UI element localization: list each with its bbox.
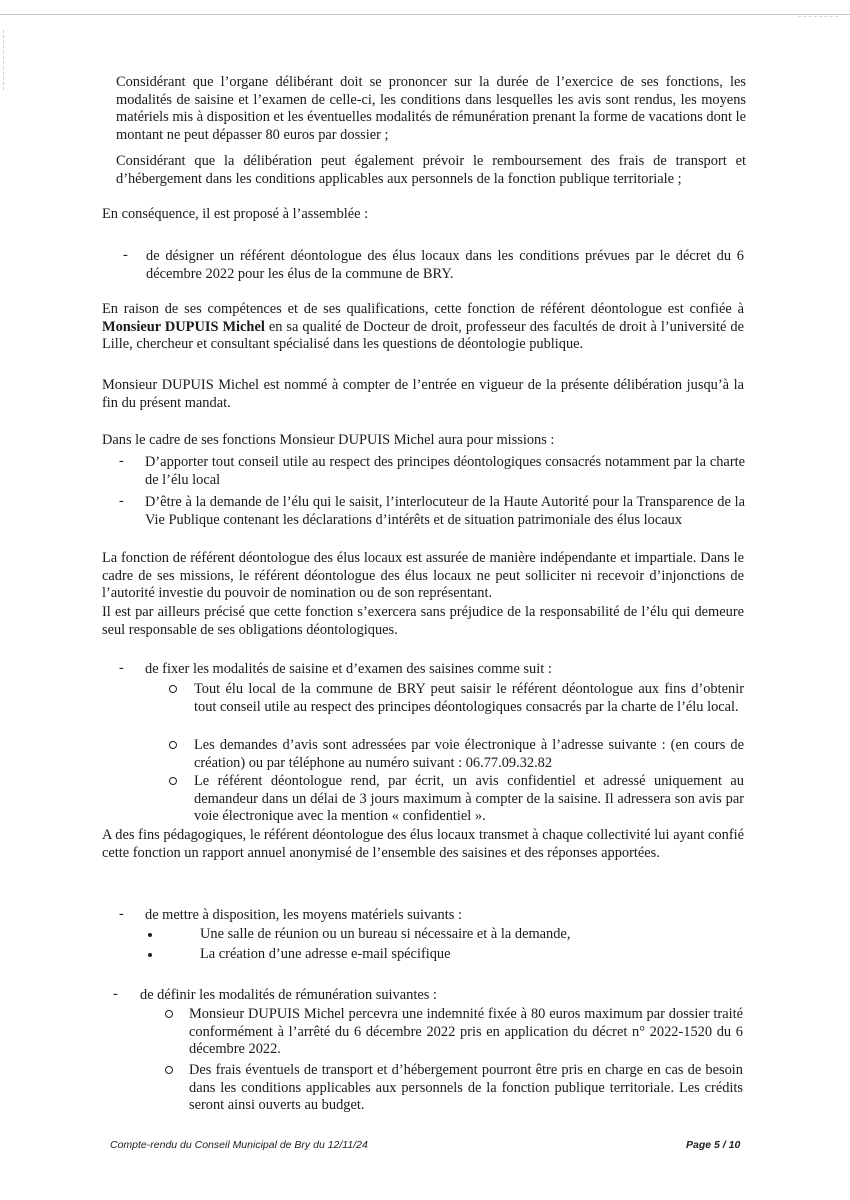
remuneration-item-2: Des frais éventuels de transport et d’hébergement pourront être pris en charge en cas de besoin dans les conditions applicables aux personnels de la fonction publique territoriale. Les crédits seront ainsi ouverts au budget. xyxy=(189,1062,743,1113)
moyens-dash: - xyxy=(119,906,124,922)
moyens-item-1: Une salle de réunion ou un bureau si nécessaire et à la demande, xyxy=(200,926,571,942)
moyens-intro: de mettre à disposition, les moyens matériels suivants : xyxy=(145,907,462,923)
footer-document-title: Compte-rendu du Conseil Municipal de Bry du 12/11/24 xyxy=(110,1139,368,1151)
remuneration-ring-bullet-2 xyxy=(165,1066,173,1074)
considerant-paragraph-1: Considérant que l’organe délibérant doit se prononcer sur la durée de l’exercice de ses fonctions, les modalités de saisine et l’examen de celle-ci, les conditions dans lesquelles les avis sont rendus, les moyens matériels mis à disposition et les éventuelles modalités de rémunération prenant la forme de vacations dont le montant ne peut dépasser 80 euros par dossier ; xyxy=(116,74,746,143)
moyens-item-2: La création d’une adresse e-mail spécifique xyxy=(200,946,451,962)
saisine-item-1: Tout élu local de la commune de BRY peut saisir le référent déontologue aux fins d’obtenir tout conseil utile au respect des principes déontologiques consacrés par la charte de l’élu local. xyxy=(194,681,744,715)
saisine-dash: - xyxy=(119,660,124,676)
remuneration-ring-bullet-1 xyxy=(165,1010,173,1018)
rapport-paragraph: A des fins pédagogiques, le référent déontologue des élus locaux transmet à chaque collectivité lui ayant confié cette fonction un rapport annuel anonymisé de l’ensemble des saisines et des réponses apportées. xyxy=(102,827,744,861)
competences-text-after: en sa qualité de Docteur de droit, professeur des facultés de droit à l’université de Lille, chercheur et consultant spécialisé dans les questions de déontologie publique. xyxy=(102,318,744,352)
saisine-item-3: Le référent déontologue rend, par écrit, un avis confidentiel et adressé uniquement au demandeur dans un délai de 3 jours maximum à compter de la saisine. Il adressera son avis par voie électronique avec la mention « confidentiel ». xyxy=(194,773,744,824)
saisine-ring-bullet-2 xyxy=(169,741,177,749)
mission-item-1: D’apporter tout conseil utile au respect des principes déontologiques consacrés notamment par la charte de l’élu local xyxy=(145,454,745,488)
referent-name: Monsieur DUPUIS Michel xyxy=(102,318,265,335)
saisine-item-2: Les demandes d’avis sont adressées par voie électronique à l’adresse suivante : (en cours de création) ou par téléphone au numéro suivant : 06.77.09.32.82 xyxy=(194,737,744,771)
scan-edge-line xyxy=(0,14,850,15)
designer-item: de désigner un référent déontologue des élus locaux dans les conditions prévues par le décret du 6 décembre 2022 pour les élus de la commune de BRY. xyxy=(146,248,744,282)
remuneration-dash: - xyxy=(113,986,118,1002)
mission-dash-1: - xyxy=(119,453,124,469)
independance-paragraph: La fonction de référent déontologue des élus locaux est assurée de manière indépendante et impartiale. Dans le cadre de ses missions, le référent déontologue des élus locaux ne peut solliciter ni recevoir d’injonctions de l’autorité investie du pouvoir de nomination ou de son représentant. xyxy=(102,550,744,601)
consequence-line: En conséquence, il est proposé à l’assemblée : xyxy=(102,206,369,222)
competences-text-before: En raison de ses compétences et de ses qualifications, cette fonction de référent déontologue est confiée à xyxy=(102,301,744,317)
moyens-bullet-1 xyxy=(148,933,152,937)
footer-page-number: Page 5 / 10 xyxy=(686,1139,741,1151)
saisine-ring-bullet-1 xyxy=(169,685,177,693)
saisine-ring-bullet-3 xyxy=(169,777,177,785)
designer-dash: - xyxy=(123,247,128,263)
saisine-intro: de fixer les modalités de saisine et d’examen des saisines comme suit : xyxy=(145,661,552,677)
considerant-paragraph-2: Considérant que la délibération peut également prévoir le remboursement des frais de transport et d’hébergement dans les conditions applicables aux personnels de la fonction publique territoriale ; xyxy=(116,153,746,187)
mission-item-2: D’être à la demande de l’élu qui le saisit, l’interlocuteur de la Haute Autorité pour la Transparence de la Vie Publique contenant les déclarations d’intérêts et de situation patrimoniale des élus locaux xyxy=(145,494,745,528)
scan-margin-mark xyxy=(3,30,5,90)
remuneration-item-1: Monsieur DUPUIS Michel percevra une indemnité fixée à 80 euros maximum par dossier traité conformément à l’arrêté du 6 décembre 2022 pris en application du décret n° 2022-1520 du 6 décembre 2022. xyxy=(189,1006,743,1057)
missions-intro: Dans le cadre de ses fonctions Monsieur DUPUIS Michel aura pour missions : xyxy=(102,432,555,448)
responsabilite-paragraph: Il est par ailleurs précisé que cette fonction s’exercera sans préjudice de la responsabilité de l’élu qui demeure seul responsable de ses obligations déontologiques. xyxy=(102,604,744,638)
moyens-bullet-2 xyxy=(148,953,152,957)
remuneration-intro: de définir les modalités de rémunération suivantes : xyxy=(140,987,437,1003)
scan-corner-mark xyxy=(798,16,838,18)
nomination-paragraph: Monsieur DUPUIS Michel est nommé à compter de l’entrée en vigueur de la présente délibération jusqu’à la fin du présent mandat. xyxy=(102,377,744,411)
mission-dash-2: - xyxy=(119,493,124,509)
competences-paragraph xyxy=(102,301,744,354)
